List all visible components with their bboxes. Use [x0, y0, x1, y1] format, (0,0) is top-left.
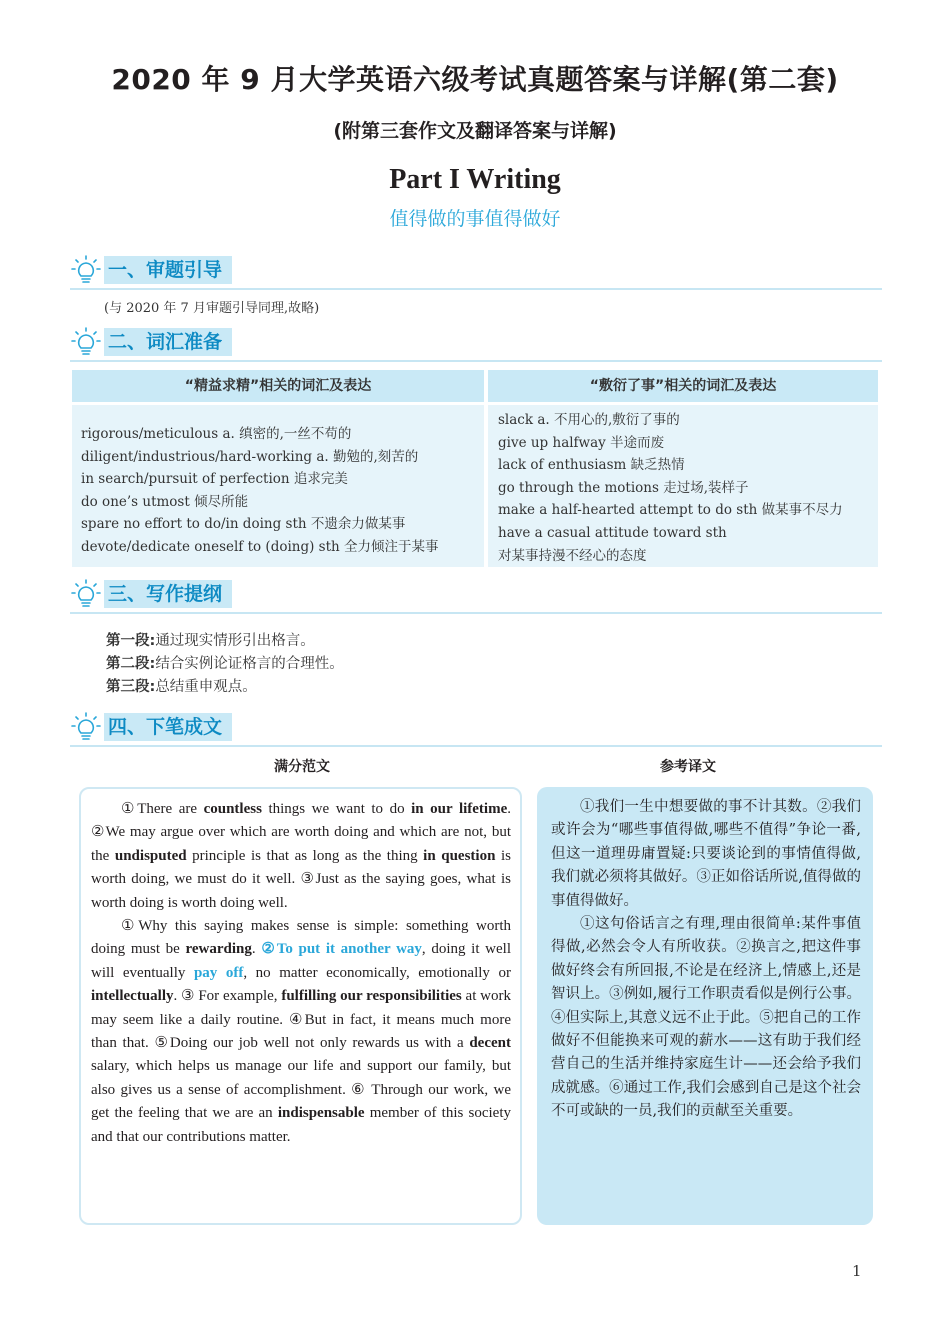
vocab-right-header: “敷衍了事”相关的词汇及表达	[488, 370, 878, 402]
translation-paragraph-2: ①这句俗话言之有理,理由很简单:某件事值得做,必然会令人有所收获。②换言之,把这件事做好终会有所回报,不论是在经济上,情感上,还是智识上。③例如,履行工作职责看似是例行公事。④但实际上,其意义远不止于此。⑤把自己的工作做好不但能换来可观的薪水——这有助于我们经营自己的生活并维持家庭生计——还会给予我们成就感。⑥通过工作,我们会感到自己是这个社会不可或缺的一员,我们的贡献至关重要。	[551, 916, 861, 1120]
vocab-item: diligent/industrious/hard-working a. 勤勉的,刻苦的	[81, 448, 419, 465]
section-label: 一、审题引导	[104, 256, 232, 284]
section-header-4	[70, 711, 882, 747]
vocab-item: make a half-hearted attempt to do sth 做某事不尽力	[498, 502, 843, 519]
section-label: 三、写作提纲	[104, 580, 232, 608]
vocab-item: rigorous/meticulous a. 缜密的,一丝不苟的	[81, 426, 352, 442]
vocab-item: 对某事持漫不经心的态度	[498, 547, 647, 564]
writing-outline	[106, 630, 344, 699]
vocab-right-list	[488, 405, 878, 567]
page-number: 1	[852, 1262, 862, 1280]
page-subtitle: (附第三套作文及翻译答案与详解)	[333, 120, 617, 142]
outline-item: 第一段:通过现实情形引出格言。	[106, 633, 315, 649]
outline-item: 第三段:总结重申观点。	[106, 679, 257, 695]
section-label: 四、下笔成文	[104, 713, 232, 741]
part-heading: Part I Writing	[389, 164, 561, 195]
model-essay	[79, 787, 522, 1225]
section-note: (与 2020 年 7 月审题引导同理,故略)	[104, 301, 320, 316]
vocab-item: devote/dedicate oneself to (doing) sth 全力倾注于某事	[81, 538, 439, 555]
essay-paragraph-2: ①Why this saying makes sense is simple: something worth doing must be rewarding. ②To put it another way, doing it well will eventually pay off, no matter economically, emotionally or intellectually. ③ For example, fulfilling our responsibilities at work may seem like a daily routine. ④But in fact, it means much more than that. ⑤Doing our job well not only rewards us with a decent salary, which helps us manage our life and support our family, but also gives us a sense of accomplishment. ⑥ Through our work, we get the feeling that we are an indispensable member of this society and that our contributions matter.	[91, 918, 511, 1145]
lightbulb-icon	[70, 711, 102, 743]
outline-item: 第二段:结合实例论证格言的合理性。	[106, 656, 344, 672]
vocab-item: give up halfway 半途而废	[498, 434, 665, 451]
vocabulary-table	[72, 370, 878, 568]
vocab-item: have a casual attitude toward sth	[498, 524, 727, 541]
essay-topic: 值得做的事值得做好	[389, 208, 561, 230]
vocab-item: spare no effort to do/in doing sth 不遗余力做某事	[81, 516, 406, 533]
translation-paragraph-1: ①我们一生中想要做的事不计其数。②我们或许会为“哪些事值得做,哪些不值得”争论一番,但这一道理毋庸置疑:只要谈论到的事情值得做,我们就必须将其做好。③正如俗话所说,值得做的事值得做好。	[551, 799, 861, 909]
lightbulb-icon	[70, 254, 102, 286]
section-header-2	[70, 326, 882, 362]
vocab-item: in search/pursuit of perfection 追求完美	[81, 471, 348, 488]
page-title: 2020 年 9 月大学英语六级考试真题答案与详解(第二套)	[111, 63, 839, 96]
section-header-3	[70, 578, 882, 614]
section-label: 二、词汇准备	[104, 328, 232, 356]
vocab-item: lack of enthusiasm 缺乏热情	[498, 457, 685, 474]
translation-heading: 参考译文	[660, 759, 716, 775]
reference-translation	[537, 787, 873, 1225]
lightbulb-icon	[70, 578, 102, 610]
vocab-item: do one’s utmost 倾尽所能	[81, 493, 249, 510]
lightbulb-icon	[70, 326, 102, 358]
vocab-item: slack a. 不用心的,敷衍了事的	[498, 412, 680, 428]
essay-paragraph-1: ①There are countless things we want to do in our lifetime. ②We may argue over which are worth doing and which are not, but the undisputed principle is that as long as the thing in question is worth doing, we must do it well. ③Just as the saying goes, what is worth doing is worth doing well.	[91, 801, 512, 911]
vocab-left-list	[72, 405, 484, 567]
section-header-1	[70, 254, 882, 290]
vocab-item: go through the motions 走过场,装样子	[498, 479, 749, 496]
essay-heading: 满分范文	[274, 759, 330, 775]
vocab-left-header: “精益求精”相关的词汇及表达	[72, 370, 484, 402]
